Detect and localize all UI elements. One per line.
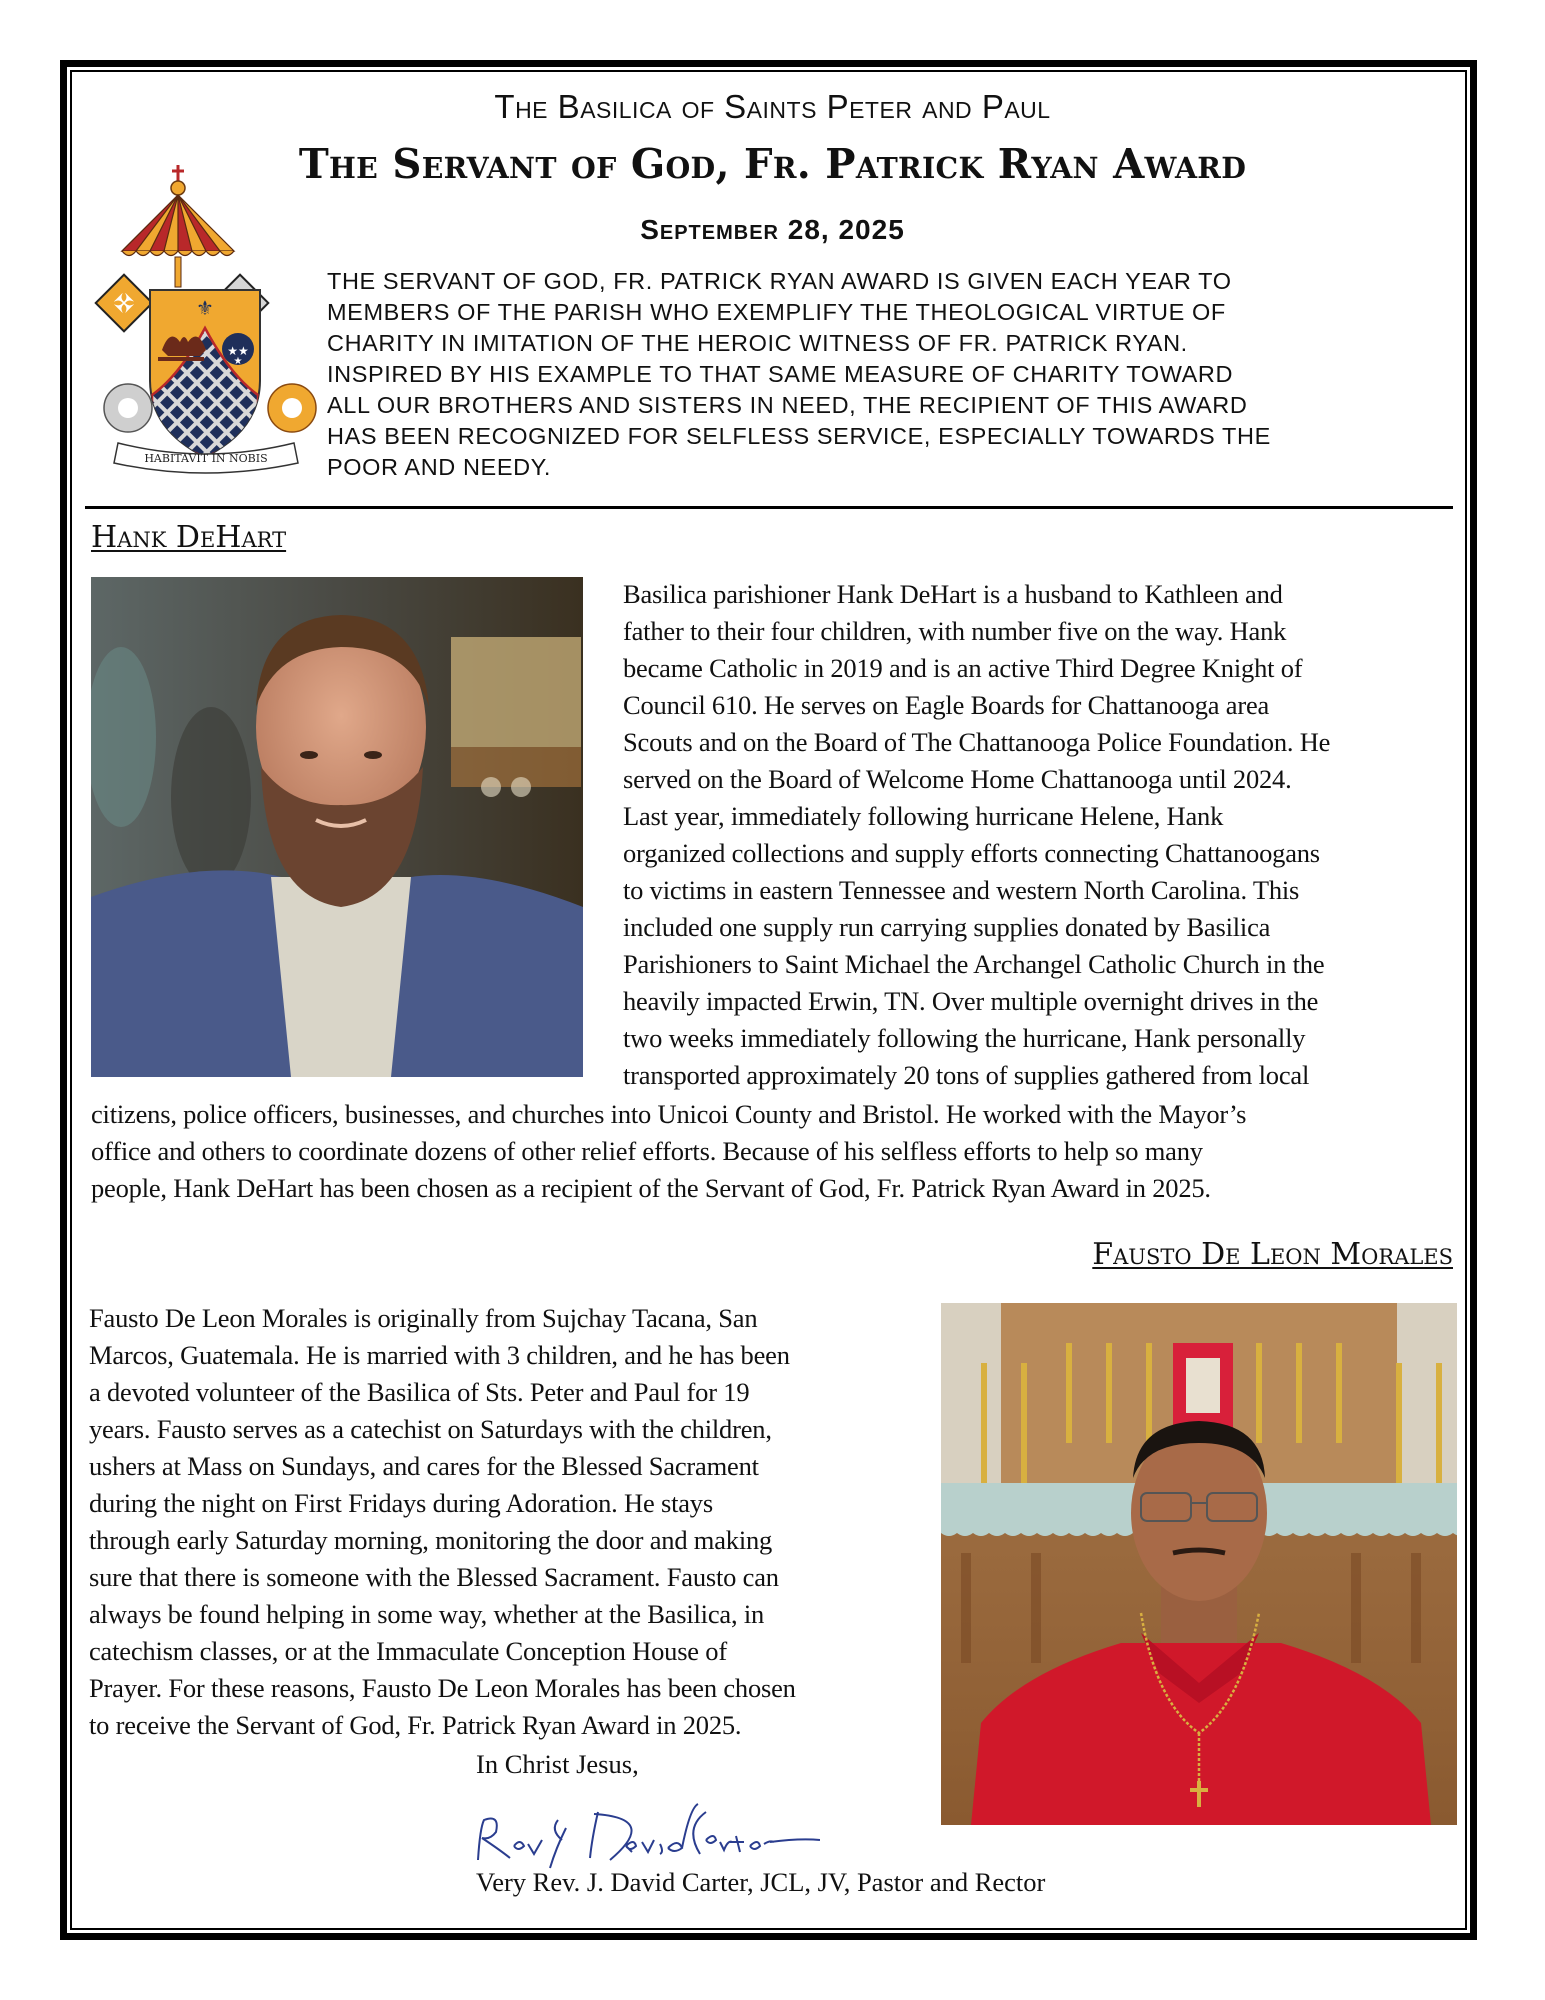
intro-line: POOR AND NEEDY. (327, 454, 552, 480)
bio-line: always be found helping in some way, whether at the Basilica, in (89, 1599, 765, 1629)
intro-line: ALL OUR BROTHERS AND SISTERS IN NEED, THE RECIPIENT OF THIS AWARD (327, 392, 1248, 418)
signer-name-title: Very Rev. J. David Carter, JCL, JV, Pastor and Rector (476, 1867, 1046, 1897)
hank-bio-beside-photo (623, 576, 1330, 1094)
bio-line: Marcos, Guatemala. He is married with 3 children, and he has been (89, 1340, 790, 1370)
bio-line: Council 610. He serves on Eagle Boards for Chattanooga area (623, 690, 1270, 720)
bio-line: transported approximately 20 tons of supplies gathered from local (623, 1060, 1310, 1090)
bio-line: citizens, police officers, businesses, and churches into Unicoi County and Bristol. He worked with the Mayor’s (91, 1099, 1247, 1129)
bio-line: during the night on First Fridays during Adoration. He stays (89, 1488, 713, 1518)
bio-line: to victims in eastern Tennessee and western North Carolina. This (623, 875, 1300, 905)
recipient-name-hank: Hank DeHart (91, 520, 287, 555)
basilica-crest-icon (88, 165, 332, 477)
svg-text:✠: ✠ (109, 288, 141, 320)
bio-line: a devoted volunteer of the Basilica of Sts. Peter and Paul for 19 (89, 1377, 750, 1407)
fausto-bio (89, 1300, 796, 1744)
bio-line: Prayer. For these reasons, Fausto De Leon Morales has been chosen (89, 1673, 796, 1703)
award-title: The Servant of God, Fr. Patrick Ryan Award (298, 140, 1247, 188)
intro-line: CHARITY IN IMITATION OF THE HEROIC WITNESS OF FR. PATRICK RYAN. (327, 330, 1188, 356)
intro-line: INSPIRED BY HIS EXAMPLE TO THAT SAME MEASURE OF CHARITY TOWARD (327, 361, 1234, 387)
bio-line: people, Hank DeHart has been chosen as a recipient of the Servant of God, Fr. Patrick Ryan Award in 2025. (91, 1173, 1211, 1203)
svg-text:★: ★ (233, 356, 243, 367)
photo-fausto-de-leon-morales (941, 1303, 1457, 1825)
intro-line: THE SERVANT OF GOD, FR. PATRICK RYAN AWARD IS GIVEN EACH YEAR TO (327, 268, 1232, 294)
photo-hank-dehart (91, 577, 583, 1077)
crest-motto: HABITAVIT IN NOBIS (144, 452, 268, 465)
bio-line: served on the Board of Welcome Home Chattanooga until 2024. (623, 764, 1292, 794)
hank-bio-full-width (91, 1096, 1246, 1207)
bio-line: through early Saturday morning, monitoring the door and making (89, 1525, 773, 1555)
bio-line: years. Fausto serves as a catechist on Saturdays with the children, (89, 1414, 772, 1444)
bio-line: Basilica parishioner Hank DeHart is a husband to Kathleen and (623, 579, 1283, 609)
bio-line: became Catholic in 2019 and is an active Third Degree Knight of (623, 653, 1303, 683)
bio-line: father to their four children, with number five on the way. Hank (623, 616, 1287, 646)
intro-line: HAS BEEN RECOGNIZED FOR SELFLESS SERVICE, ESPECIALLY TOWARDS THE (327, 423, 1271, 449)
bio-line: to receive the Servant of God, Fr. Patrick Ryan Award in 2025. (89, 1710, 742, 1740)
bio-line: ushers at Mass on Sundays, and cares for the Blessed Sacrament (89, 1451, 759, 1481)
section-divider (85, 506, 1453, 509)
svg-text:⚜: ⚜ (196, 296, 214, 320)
award-description (327, 266, 1457, 483)
bio-line: Last year, immediately following hurricane Helene, Hank (623, 801, 1224, 831)
bio-line: included one supply run carrying supplies donated by Basilica (623, 912, 1271, 942)
bio-line: two weeks immediately following the hurricane, Hank personally (623, 1023, 1306, 1053)
bio-line: organized collections and supply efforts connecting Chattanoogans (623, 838, 1320, 868)
pastor-signature-icon (470, 1798, 820, 1878)
bio-line: sure that there is someone with the Blessed Sacrament. Fausto can (89, 1562, 779, 1592)
bio-line: Scouts and on the Board of The Chattanooga Police Foundation. He (623, 727, 1331, 757)
organization-heading: The Basilica of Saints Peter and Paul (494, 88, 1051, 125)
recipient-name-fausto: Fausto De Leon Morales (1092, 1237, 1453, 1272)
bio-line: catechism classes, or at the Immaculate Conception House of (89, 1636, 727, 1666)
bio-line: Parishioners to Saint Michael the Archangel Catholic Church in the (623, 949, 1325, 979)
svg-text:★★: ★★ (227, 344, 249, 358)
bio-line: office and others to coordinate dozens of other relief efforts. Because of his selfless efforts to help so many (91, 1136, 1203, 1166)
bio-line: Fausto De Leon Morales is originally from Sujchay Tacana, San (89, 1303, 758, 1333)
intro-line: MEMBERS OF THE PARISH WHO EXEMPLIFY THE THEOLOGICAL VIRTUE OF (327, 299, 1226, 325)
closing-salutation: In Christ Jesus, (476, 1749, 639, 1779)
award-date: September 28, 2025 (640, 214, 905, 245)
bio-line: heavily impacted Erwin, TN. Over multiple overnight drives in the (623, 986, 1319, 1016)
